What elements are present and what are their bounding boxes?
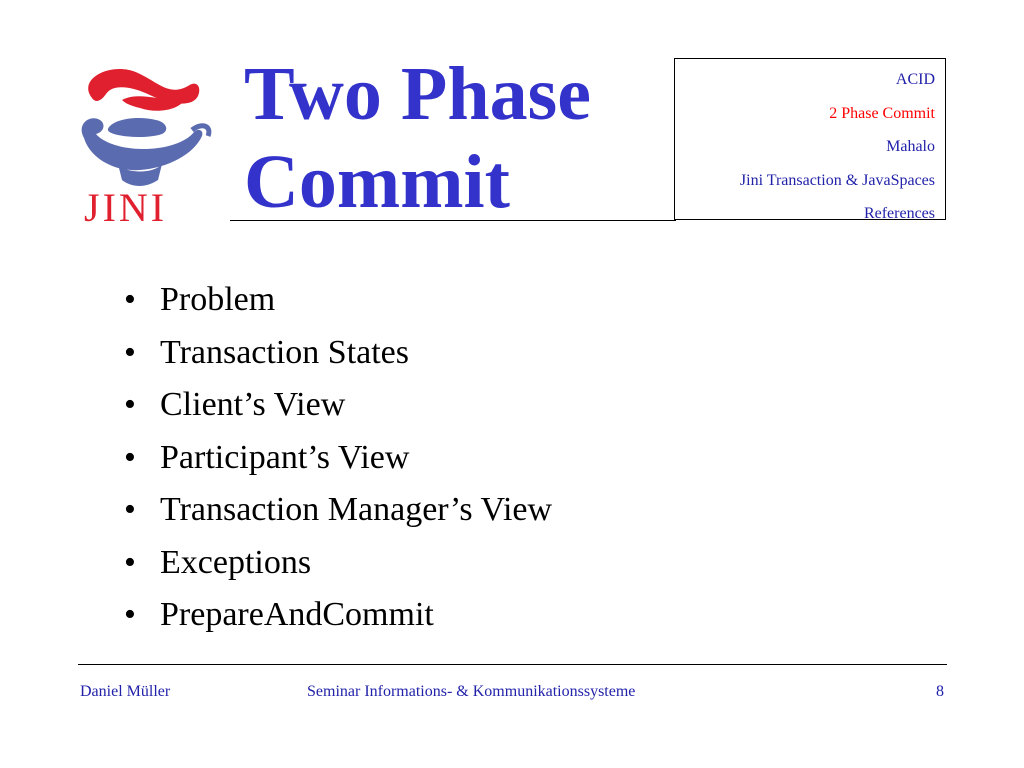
- bullet-list: [120, 274, 552, 642]
- bullet-problem: • Problem: [120, 274, 552, 327]
- title-underline: [230, 220, 676, 221]
- bullet-transaction-states: • Transaction States: [120, 327, 552, 380]
- page-title: [244, 50, 591, 226]
- bullet-transaction-managers-view: • Transaction Manager’s View: [120, 484, 552, 537]
- footer-divider: [78, 664, 947, 665]
- footer-page-number: 8: [936, 683, 944, 700]
- bullet-prepare-and-commit: • PrepareAndCommit: [120, 589, 552, 642]
- footer-seminar: Seminar Informations- & Kommunikationssysteme: [307, 683, 636, 700]
- footer-author: Daniel Müller: [80, 683, 171, 700]
- bullet-clients-view: • Client’s View: [120, 379, 552, 432]
- title-line-2: Commit: [244, 140, 510, 224]
- section-nav-box: [674, 58, 946, 220]
- logo-wordmark: JINI: [84, 185, 168, 230]
- bullet-participants-view: • Participant’s View: [120, 432, 552, 485]
- nav-item-acid[interactable]: ACID: [895, 71, 935, 88]
- title-line-1: Two Phase: [244, 52, 591, 136]
- nav-item-mahalo[interactable]: Mahalo: [886, 138, 935, 155]
- bullet-exceptions: • Exceptions: [120, 537, 552, 590]
- jini-logo: [70, 60, 215, 240]
- nav-item-jini-transaction-javaspaces[interactable]: Jini Transaction & JavaSpaces: [739, 171, 935, 189]
- nav-item-2-phase-commit[interactable]: 2 Phase Commit: [829, 104, 935, 122]
- nav-item-references[interactable]: References: [863, 205, 935, 222]
